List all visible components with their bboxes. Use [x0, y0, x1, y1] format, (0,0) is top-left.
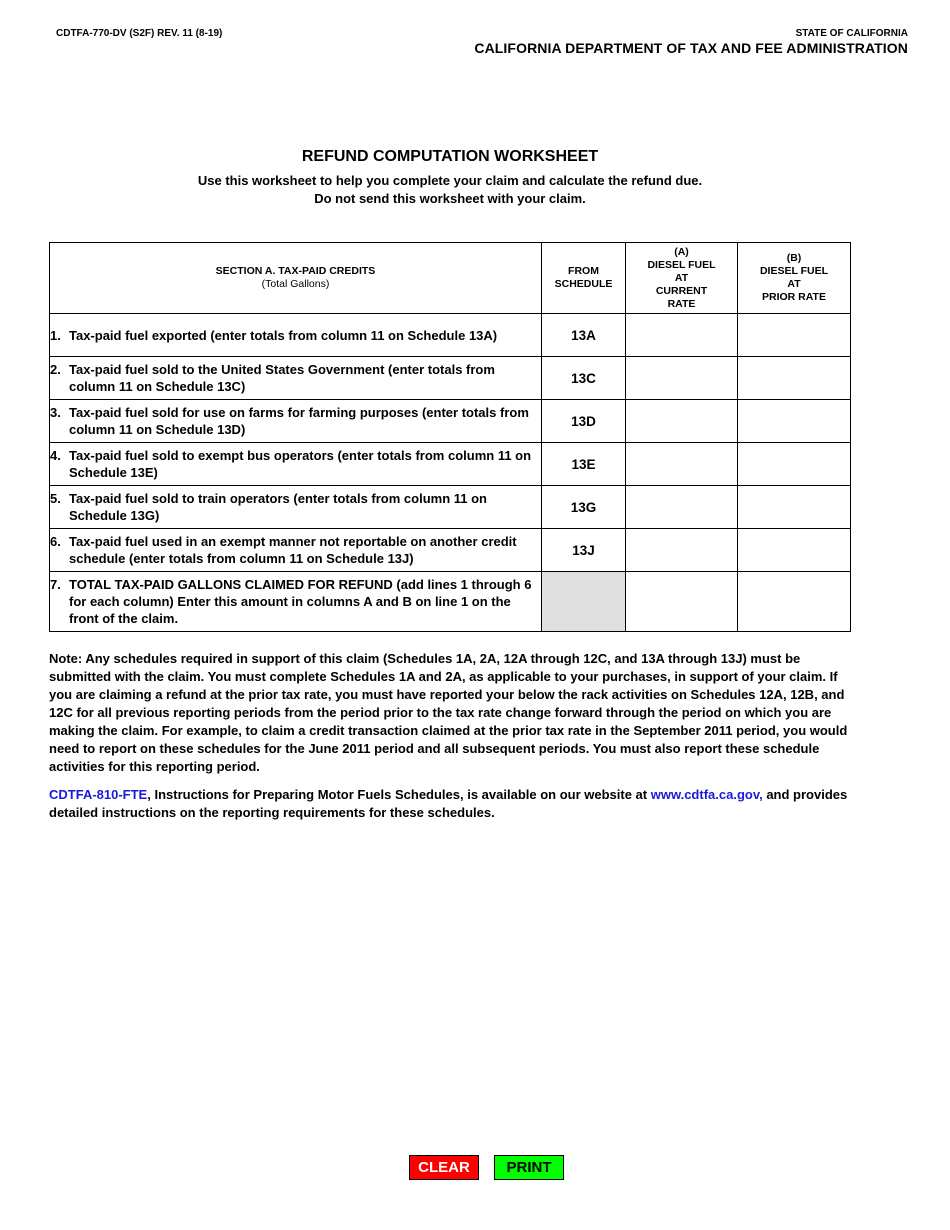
from-schedule-header	[542, 243, 626, 314]
instructions-paragraph	[49, 786, 854, 822]
table-row	[50, 400, 851, 443]
schedule-cell: 13E	[542, 443, 626, 486]
section-subheading: (Total Gallons)	[261, 278, 330, 290]
form-810-link[interactable]: CDTFA-810-FTE	[49, 787, 148, 802]
line-number: 1.	[50, 327, 61, 343]
line-4-column-b-input[interactable]	[738, 443, 851, 486]
section-heading-cell	[50, 243, 542, 314]
form-id: CDTFA-770-DV (S2F) REV. 11 (8-19)	[56, 28, 223, 39]
schedule-cell: 13C	[542, 357, 626, 400]
worksheet-table	[49, 242, 851, 632]
line-3-column-b-input[interactable]	[738, 400, 851, 443]
line-5-column-b-input[interactable]	[738, 486, 851, 529]
department-name: CALIFORNIA DEPARTMENT OF TAX AND FEE ADMINISTRATION	[474, 40, 908, 56]
line-number: 3.	[50, 405, 61, 420]
state-label: STATE OF CALIFORNIA	[795, 28, 908, 39]
line-text: Tax-paid fuel sold to the United States Government (enter totals from column 11 on Schedule 13C)	[69, 362, 495, 394]
page-title: REFUND COMPUTATION WORKSHEET	[301, 148, 599, 165]
instructions-text: and provides detailed instructions on the reporting requirements for these schedules.	[49, 787, 848, 820]
line-3-column-a-input[interactable]	[626, 400, 738, 443]
table-row	[50, 357, 851, 400]
line-6-column-a-input[interactable]	[626, 529, 738, 572]
schedule-cell: 13G	[542, 486, 626, 529]
subtitle-line-1: Use this worksheet to help you complete your claim and calculate the refund due.	[197, 173, 703, 188]
line-text: Tax-paid fuel sold to exempt bus operators (enter totals from column 11 on Schedule 13E)	[69, 448, 532, 480]
line-1-column-b-input[interactable]	[738, 314, 851, 357]
column-a-header-line: AT	[674, 271, 689, 284]
line-number: 5.	[50, 491, 61, 506]
schedule-cell-shaded	[542, 572, 626, 632]
column-b-letter: (B)	[786, 252, 802, 264]
line-description	[50, 314, 542, 357]
column-b-header-line: DIESEL FUEL	[759, 265, 829, 277]
line-description	[50, 443, 542, 486]
line-6-column-b-input[interactable]	[738, 529, 851, 572]
clear-button[interactable]: CLEAR	[409, 1155, 479, 1180]
line-text: Tax-paid fuel sold for use on farms for farming purposes (enter totals from column 11 on Schedule 13D)	[69, 405, 529, 437]
line-2-column-b-input[interactable]	[738, 357, 851, 400]
line-number: 2.	[50, 362, 61, 377]
line-text: Tax-paid fuel exported (enter totals from column 11 on Schedule 13A)	[69, 327, 498, 343]
line-number: 6.	[50, 534, 61, 549]
from-schedule-header-line: SCHEDULE	[554, 278, 613, 290]
section-heading: SECTION A. TAX-PAID CREDITS	[215, 265, 376, 277]
schedule-cell: 13J	[542, 529, 626, 572]
table-row	[50, 443, 851, 486]
line-description	[50, 529, 542, 572]
line-4-column-a-input[interactable]	[626, 443, 738, 486]
line-description	[50, 572, 542, 632]
line-7-column-b-input[interactable]	[738, 572, 851, 632]
subtitle-line-2: Do not send this worksheet with your claim.	[314, 191, 586, 206]
table-row	[50, 314, 851, 357]
table-row-total	[50, 572, 851, 632]
line-description	[50, 357, 542, 400]
line-7-column-a-input[interactable]	[626, 572, 738, 632]
column-a-letter: (A)	[674, 245, 689, 258]
note-paragraph: Note: Any schedules required in support of this claim (Schedules 1A, 2A, 12A through 12C, and 13A through 13J) must be submitted with the claim. You must complete Schedules 1A and 2A, as applicable to your purchases, in support of your claim. If you are claiming a refund at the prior tax rate, you must have reported your below the rack activities on Schedules 12A, 12B, and 12C for all previous reporting periods from the period prior to the tax rate change forward through the period on which you are making the claim. For example, to claim a credit transaction claimed at the prior tax rate in the September 2011 period, you would need to report on these schedules for the June 2011 period and all subsequent periods. You must also report these schedule activities for this reporting period.	[49, 651, 848, 774]
website-link[interactable]: www.cdtfa.ca.gov,	[650, 787, 763, 802]
table-row	[50, 486, 851, 529]
line-description	[50, 486, 542, 529]
line-text: Tax-paid fuel used in an exempt manner not reportable on another credit schedule (enter totals from column 11 on Schedule 13J)	[69, 534, 517, 566]
table-row	[50, 529, 851, 572]
line-number: 7.	[50, 577, 61, 592]
line-number: 4.	[50, 448, 61, 463]
print-button[interactable]: PRINT	[494, 1155, 564, 1180]
schedule-cell: 13A	[542, 314, 626, 357]
line-2-column-a-input[interactable]	[626, 357, 738, 400]
instructions-text: , Instructions for Preparing Motor Fuels Schedules, is available on our website at	[147, 787, 651, 802]
line-5-column-a-input[interactable]	[626, 486, 738, 529]
column-a-header-line: DIESEL FUEL	[647, 258, 716, 271]
column-a-header-line: CURRENT	[655, 284, 708, 297]
schedule-cell: 13D	[542, 400, 626, 443]
line-1-column-a-input[interactable]	[626, 314, 738, 357]
column-b-header	[738, 243, 851, 314]
column-a-header	[626, 243, 738, 314]
from-schedule-header-line: FROM	[568, 265, 599, 277]
column-a-header-line: RATE	[667, 297, 696, 310]
column-b-header-line: AT	[787, 278, 801, 290]
line-text: TOTAL TAX-PAID GALLONS CLAIMED FOR REFUND (add lines 1 through 6 for each column) Enter this amount in columns A and B on line 1 on the front of the claim.	[69, 577, 532, 626]
column-b-header-line: PRIOR RATE	[762, 291, 826, 303]
line-description	[50, 400, 542, 443]
line-text: Tax-paid fuel sold to train operators (enter totals from column 11 on Schedule 13G)	[69, 491, 487, 523]
table-header-row	[50, 243, 851, 314]
